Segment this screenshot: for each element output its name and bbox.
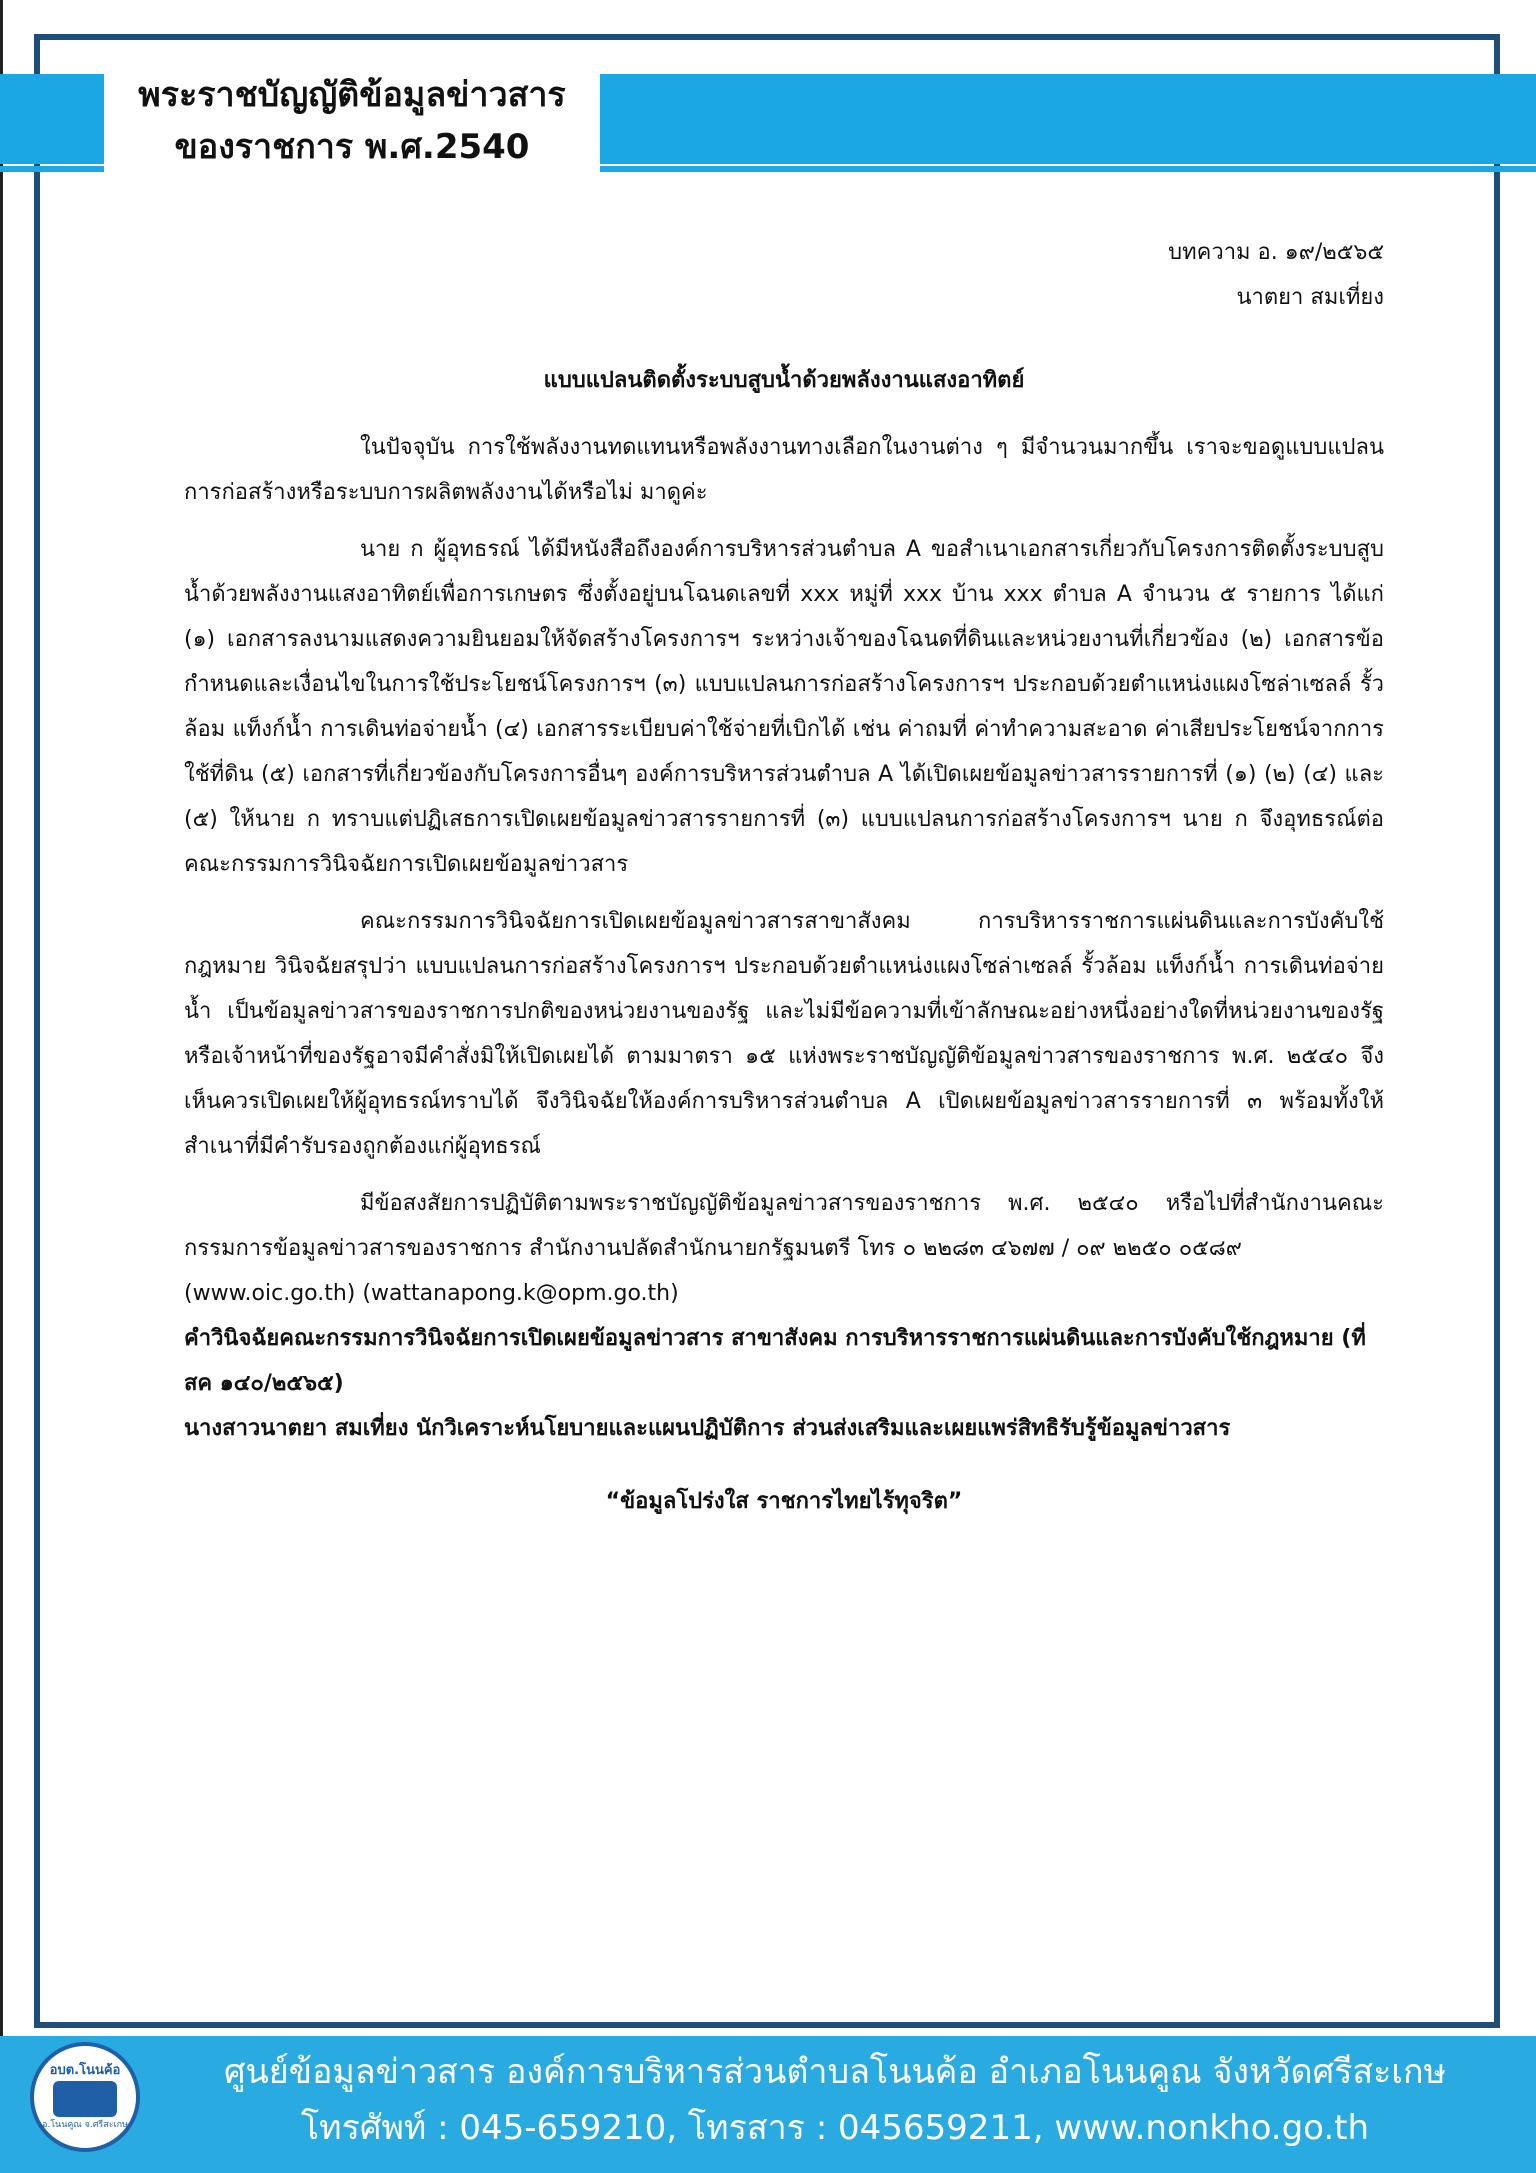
author-line: นางสาวนาตยา สมเที่ยง นักวิเคราะห์นโยบายและแผนปฏิบัติการ ส่วนส่งเสริมและเผยแพร่สิทธิรับรู้ข้อมูลข่าวสาร bbox=[184, 1416, 1231, 1441]
article-title: แบบแปลนติดตั้งระบบสูบน้ำด้วยพลังงานแสงอาทิตย์ bbox=[543, 368, 1025, 393]
footer-line1: ศูนย์ข้อมูลข่าวสาร องค์การบริหารส่วนตำบลโนนค้อ อำเภอโนนคูณ จังหวัดศรีสะเกษ bbox=[223, 2052, 1447, 2092]
article-author: นาตยา สมเที่ยง bbox=[1236, 285, 1384, 310]
page-left-edge bbox=[0, 0, 3, 2173]
logo-text-bottom: อ.โนนคูณ จ.ศรีสะเกษ bbox=[41, 2120, 129, 2130]
paragraph-facts: นาย ก ผู้อุทธรณ์ ได้มีหนังสือถึงองค์การบริหารส่วนตำบล A ขอสำเนาเอกสารเกี่ยวกับโครงการติดตั้งระบบสูบน้ำด้วยพลังงานแสงอาทิตย์เพื่อการเกษตร ซึ่งตั้งอยู่บนโฉนดเลขที่ xxx หมู่ที่ xxx บ้าน xxx ตำบล A จำนวน ๕ รายการ ได้แก่ (๑) เอกสารลงนามแสดงความยินยอมให้จัดสร้างโครงการฯ ระหว่างเจ้าของโฉนดที่ดินและหน่วยงานที่เกี่ยวข้อง (๒) เอกสารข้อกำหนดและเงื่อนไขในการใช้ประโยชน์โครงการฯ (๓) แบบแปลนการก่อสร้างโครงการฯ ประกอบด้วยตำแหน่งแผงโซล่าเซลล์ รั้วล้อม แท็งก์น้ำ การเดินท่อจ่ายน้ำ (๔) เอกสารระเบียบค่าใช้จ่ายที่เบิกได้ เช่น ค่าถมที่ ค่าทำความสะอาด ค่าเสียประโยชน์จากการใช้ที่ดิน (๕) เอกสารที่เกี่ยวข้องกับโครงการอื่นๆ องค์การบริหารส่วนตำบล A ได้เปิดเผยข้อมูลข่าวสารรายการที่ (๑) (๒) (๔) และ (๕) ให้นาย ก ทราบแต่ปฏิเสธการเปิดเผยข้อมูลข่าวสารรายการที่ (๓) แบบแปลนการก่อสร้างโครงการฯ นาย ก จึงอุทธรณ์ต่อคณะกรรมการวินิจฉัยการเปิดเผยข้อมูลข่าวสาร bbox=[184, 537, 1384, 877]
footer-line2: โทรศัพท์ : 045-659210, โทรสาร : 045659211, www.nonkho.go.th bbox=[300, 2108, 1370, 2148]
header-title-box bbox=[104, 60, 600, 182]
nonkho-logo bbox=[30, 2042, 140, 2152]
footer-text bbox=[150, 2044, 1520, 2156]
paragraph-decision: คณะกรรมการวินิจฉัยการเปิดเผยข้อมูลข่าวสารสาขาสังคม การบริหารราชการแผ่นดินและการบังคับใช้กฎหมาย วินิจฉัยสรุปว่า แบบแปลนการก่อสร้างโครงการฯ ประกอบด้วยตำแหน่งแผงโซล่าเซลล์ รั้วล้อม แท็งก์น้ำ การเดินท่อจ่ายน้ำ เป็นข้อมูลข่าวสารของราชการปกติของหน่วยงานของรัฐ และไม่มีข้อความที่เข้าลักษณะอย่างหนึ่งอย่างใดที่หน่วยงานของรัฐหรือเจ้าหน้าที่ของรัฐอาจมีคำสั่งมิให้เปิดเผยได้ ตามมาตรา ๑๕ แห่งพระราชบัญญัติข้อมูลข่าวสารของราชการ พ.ศ. ๒๕๔๐ จึงเห็นควรเปิดเผยให้ผู้อุทธรณ์ทราบได้ จึงวินิจฉัยให้องค์การบริหารส่วนตำบล A เปิดเผยข้อมูลข่าวสารรายการที่ ๓ พร้อมทั้งให้สำเนาที่มีคำรับรองถูกต้องแก่ผู้อุทธรณ์ bbox=[184, 909, 1384, 1159]
header-title-line1: พระราชบัญญัติข้อมูลข่าวสาร bbox=[138, 75, 566, 115]
article-ref-number: บทความ อ. ๑๙/๒๕๖๕ bbox=[1168, 240, 1384, 265]
logo-text-top: อบต.โนนค้อ bbox=[49, 2063, 121, 2078]
paragraph-intro: ในปัจจุบัน การใช้พลังงานทดแทนหรือพลังงานทางเลือกในงานต่าง ๆ มีจำนวนมากขึ้น เราจะขอดูแบบแปลนการก่อสร้างหรือระบบการผลิตพลังงานได้หรือไม่ มาดูค่ะ bbox=[184, 435, 1384, 505]
paragraph-contact: มีข้อสงสัยการปฏิบัติตามพระราชบัญญัติข้อมูลข่าวสารของราชการ พ.ศ. ๒๕๔๐ หรือไปที่สำนักงานคณะกรรมการข้อมูลข่าวสารของราชการ สำนักงานปลัดสำนักนายกรัฐมนตรี โทร ๐ ๒๒๘๓ ๔๖๗๗ / ๐๙ ๒๒๕๐ ๐๕๘๙ bbox=[184, 1191, 1384, 1261]
article-body bbox=[184, 230, 1384, 1524]
decision-reference: คำวินิจฉัยคณะกรรมการวินิจฉัยการเปิดเผยข้อมูลข่าวสาร สาขาสังคม การบริหารราชการแผ่นดินและการบังคับใช้กฎหมาย (ที่ สค ๑๔๐/๒๕๖๕) bbox=[184, 1326, 1366, 1396]
header-title-line2: ของราชการ พ.ศ.2540 bbox=[174, 127, 530, 167]
handshake-icon bbox=[53, 2081, 117, 2117]
slogan: “ข้อมูลโปร่งใส ราชการไทยไร้ทุจริต” bbox=[605, 1489, 963, 1514]
contact-web: (www.oic.go.th) (wattanapong.k@opm.go.th) bbox=[184, 1281, 679, 1306]
